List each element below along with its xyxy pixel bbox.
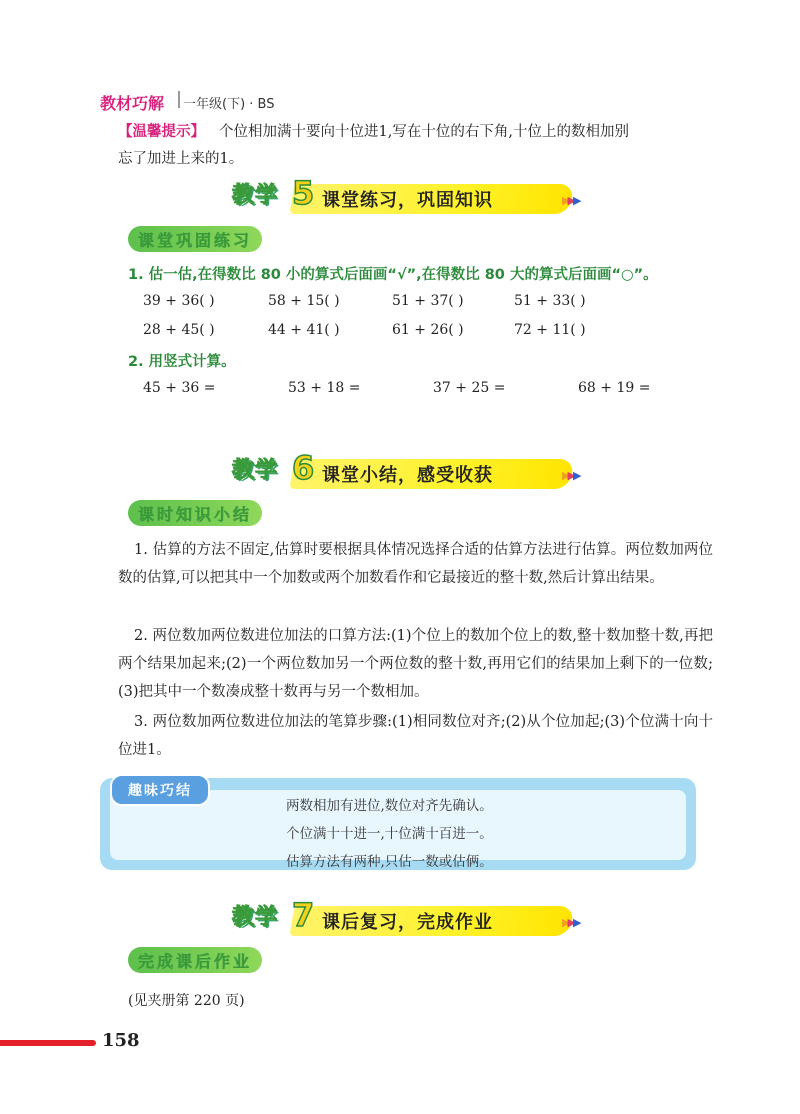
banner-number: 7 <box>292 896 315 934</box>
rhyme-line: 个位满十十进一,十位满十百进一。 <box>286 826 493 842</box>
banner-number: 6 <box>292 449 315 487</box>
banner-tag: 教学 <box>232 905 279 930</box>
estimate-item: 51 + 33( ) <box>514 293 586 309</box>
banner-number: 5 <box>292 174 315 212</box>
subheading-label: 课堂巩固练习 <box>138 230 253 250</box>
subheading-homework <box>128 947 262 973</box>
rhyme-line: 估算方法有两种,只估一数或估俩。 <box>286 854 493 870</box>
fun-summary-box <box>100 778 696 870</box>
calc-item: 53 + 18 = <box>288 380 361 396</box>
tip-label: 【温馨提示】 <box>118 124 205 140</box>
summary-paragraph-2: 2. 两位数加两位数进位加法的口算方法:(1)个位上的数加个位上的数,整十数加整十数,再把两个结果加起来;(2)一个两位数加另一个两位数的整十数,再用它们的结果加上剩下的一位数;(3)把其中一个数凑成整十数再与另一个数相加。 <box>118 628 713 700</box>
question-2-title: 2. 用竖式计算。 <box>128 354 236 370</box>
section-banner-5 <box>232 174 592 220</box>
calc-item: 45 + 36 = <box>143 380 216 396</box>
banner-title: 课堂练习，巩固知识 <box>322 190 493 211</box>
calc-item: 37 + 25 = <box>433 380 506 396</box>
section-banner-7 <box>232 896 592 942</box>
estimate-item: 72 + 11( ) <box>514 322 586 338</box>
calc-item: 68 + 19 = <box>578 380 651 396</box>
book-subtitle: 一年级(下) · BS <box>183 97 275 112</box>
subheading-summary <box>128 500 262 526</box>
homework-note: (见夹册第 220 页) <box>128 993 245 1009</box>
summary-paragraph-3: 3. 两位数加两位数进位加法的笔算步骤:(1)相同数位对齐;(2)从个位加起;(3)个位满十向十位进1。 <box>118 714 713 758</box>
estimate-item: 39 + 36( ) <box>143 293 215 309</box>
question-1-title: 1. 估一估,在得数比 80 小的算式后面画“√”,在得数比 80 大的算式后面画“○”。 <box>128 267 658 283</box>
page-number: 158 <box>102 1030 140 1051</box>
summary-paragraph-1: 1. 估算的方法不固定,估算时要根据具体情况选择合适的估算方法进行估算。两位数加两位数的估算,可以把其中一个加数或两个加数看作和它最接近的整十数,然后计算出结果。 <box>118 542 713 586</box>
estimate-item: 28 + 45( ) <box>143 322 215 338</box>
fun-badge: 趣味巧结 <box>110 774 210 806</box>
banner-tag: 教学 <box>232 458 279 483</box>
rhyme-line: 两数相加有进位,数位对齐先确认。 <box>286 798 493 814</box>
arrows-icon: ▶▶▶ <box>562 916 579 929</box>
section-banner-6 <box>232 449 592 495</box>
question-2-row <box>0 380 800 400</box>
question-1-row-1 <box>0 293 800 313</box>
banner-title: 课后复习，完成作业 <box>322 912 493 933</box>
question-1-row-2 <box>0 322 800 342</box>
subheading-practice <box>128 226 262 252</box>
header-divider <box>178 91 180 108</box>
estimate-item: 44 + 41( ) <box>268 322 340 338</box>
subheading-label: 课时知识小结 <box>138 504 253 524</box>
arrows-icon: ▶▶▶ <box>562 469 579 482</box>
banner-title: 课堂小结，感受收获 <box>322 465 493 486</box>
banner-tag: 教学 <box>232 183 279 208</box>
arrows-icon: ▶▶▶ <box>562 194 579 207</box>
page-bar <box>0 1040 96 1046</box>
book-title: 教材巧解 <box>100 94 165 113</box>
tip-text: 个位相加满十要向十位进1,写在十位的右下角,十位上的数相加别 <box>219 124 629 140</box>
estimate-item: 58 + 15( ) <box>268 293 340 309</box>
estimate-item: 61 + 26( ) <box>392 322 464 338</box>
fun-lines <box>286 792 493 876</box>
tip-text-2: 忘了加进上来的1。 <box>118 151 244 167</box>
tip-line <box>118 117 718 147</box>
estimate-item: 51 + 37( ) <box>392 293 464 309</box>
subheading-label: 完成课后作业 <box>138 951 253 971</box>
